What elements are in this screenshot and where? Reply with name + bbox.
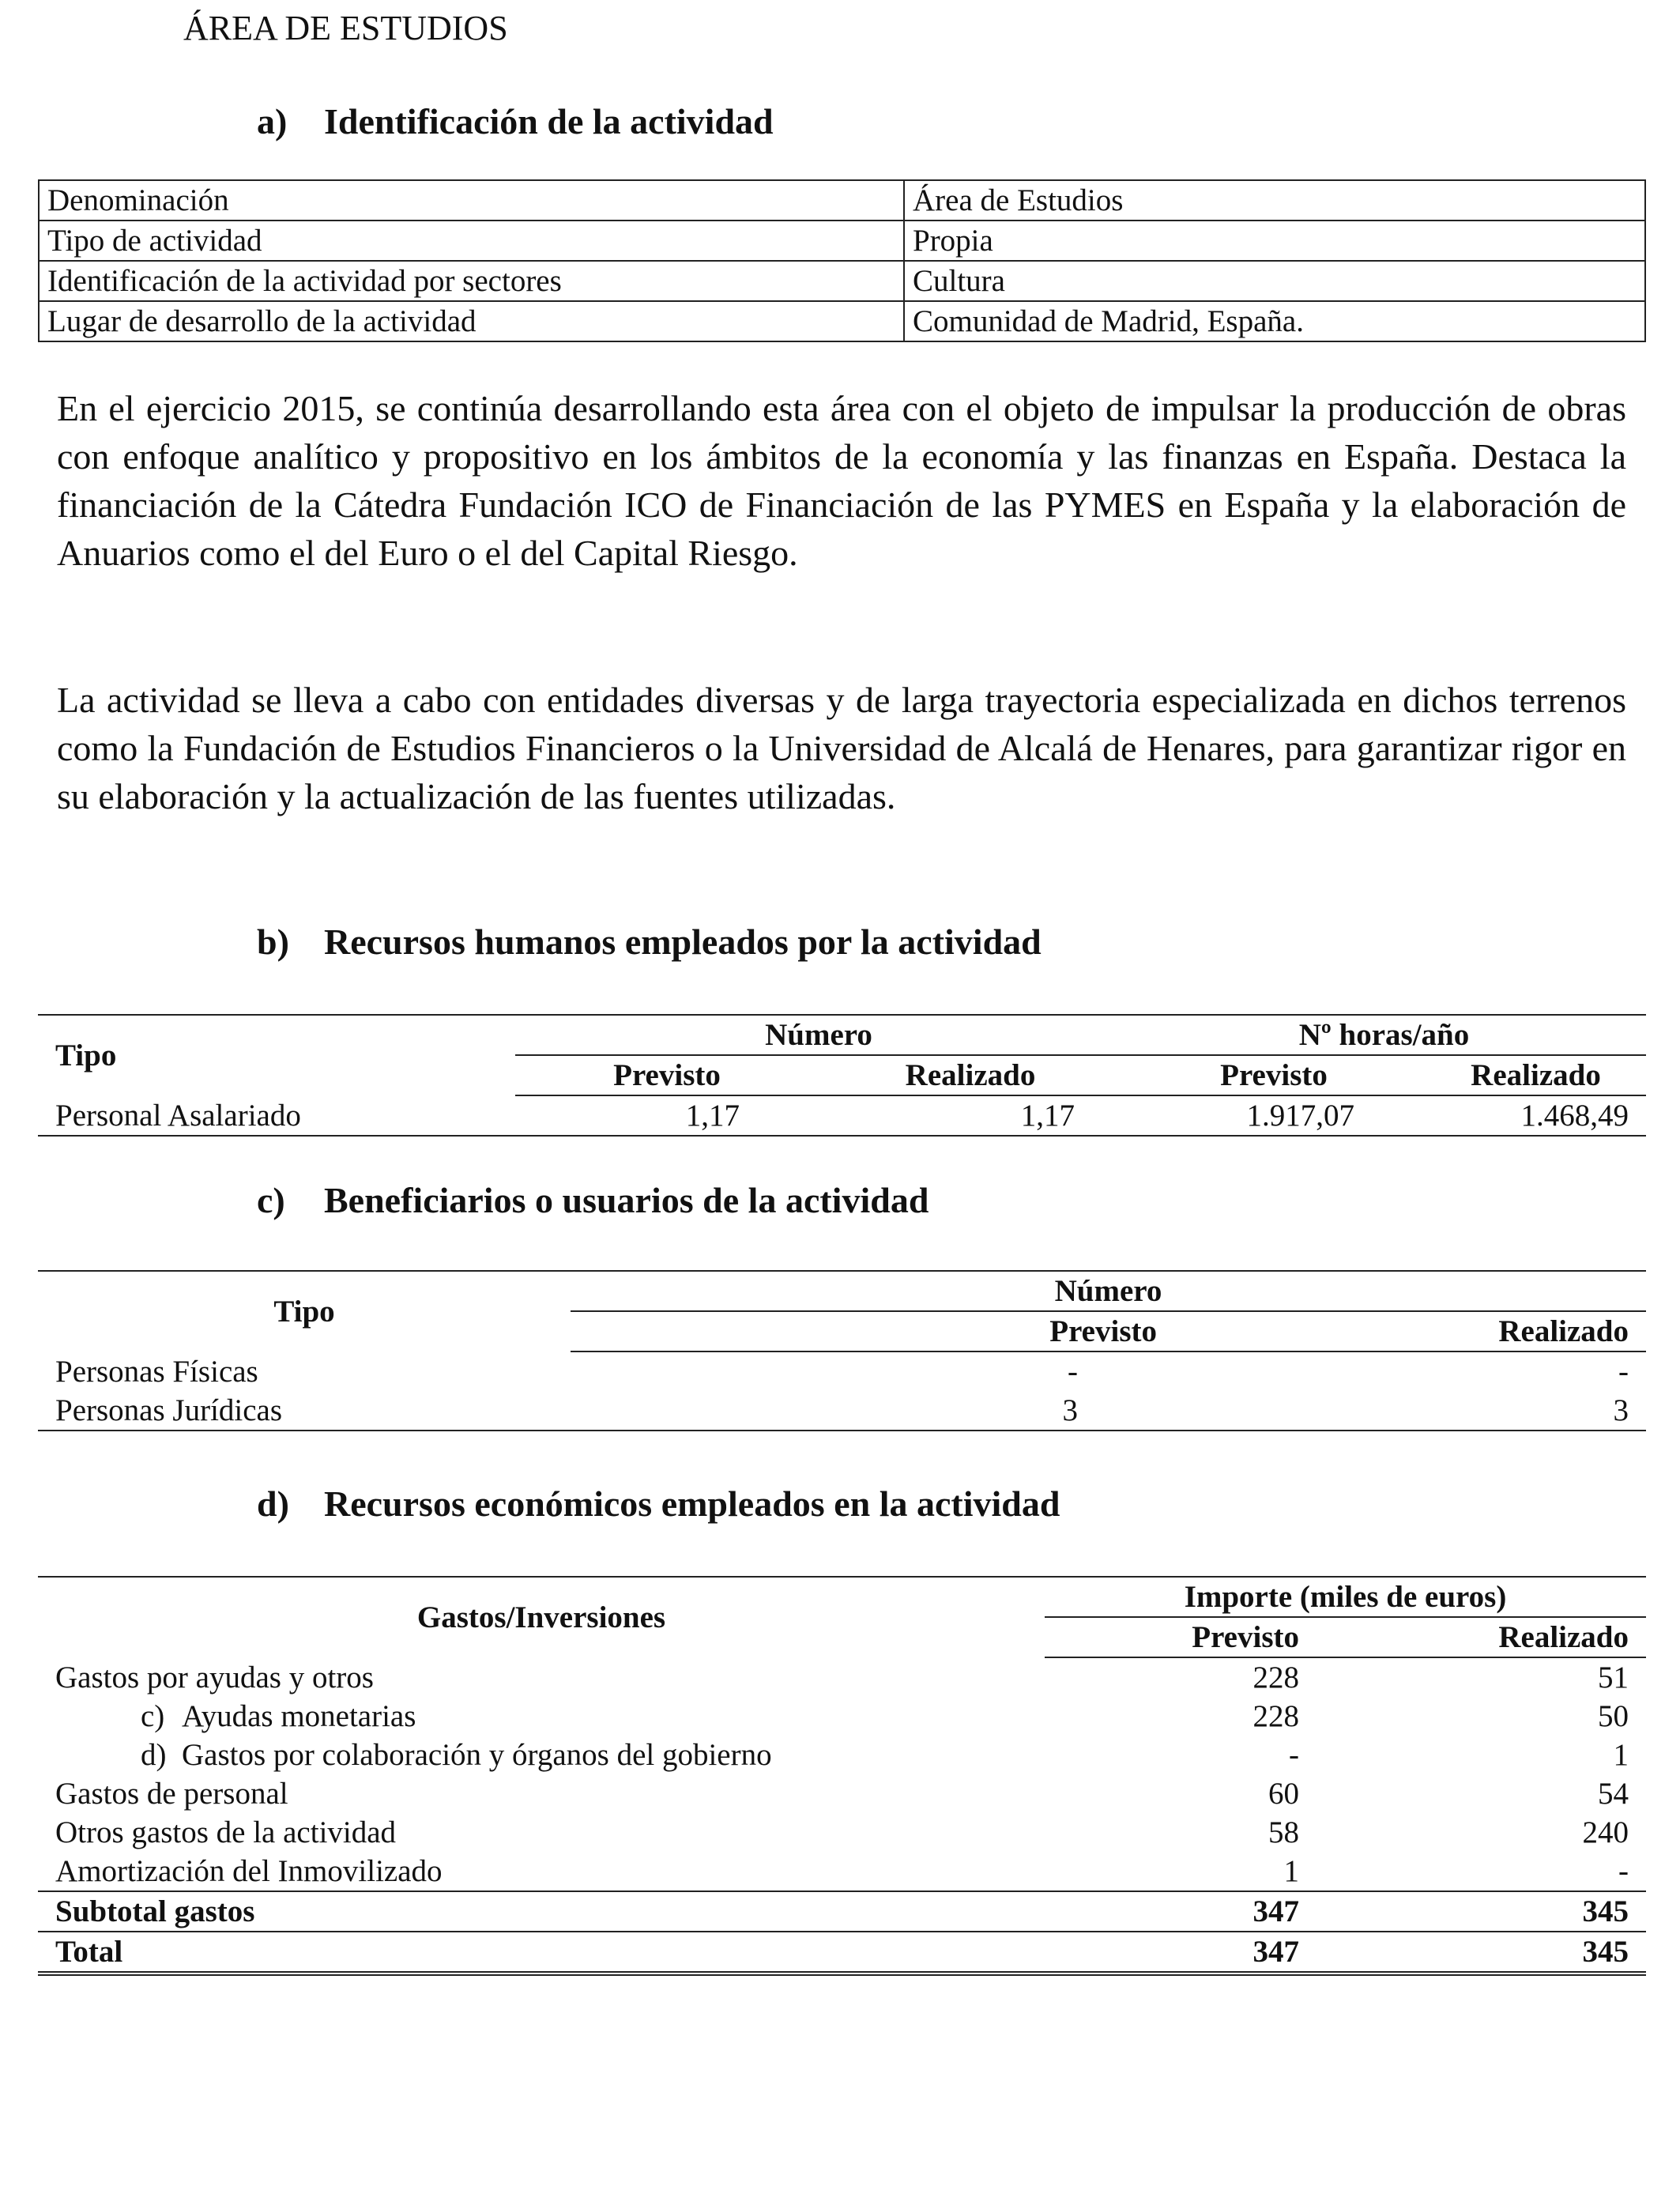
row-realizado: - <box>1618 1355 1629 1389</box>
table-row <box>38 1697 1646 1736</box>
row-tipo: Personal Asalariado <box>38 1095 515 1136</box>
total-label: Total <box>38 1932 1045 1973</box>
row-marker: d) <box>141 1738 167 1772</box>
num-previsto: 1,17 <box>515 1095 819 1136</box>
group-numero-header: Número <box>571 1271 1646 1311</box>
table-row <box>39 221 1645 261</box>
section-b-heading <box>257 918 1042 966</box>
row-previsto: 228 <box>1252 1661 1299 1695</box>
row-realizado: 1 <box>1613 1738 1629 1772</box>
section-title: Identificación de la actividad <box>324 101 774 141</box>
sub-previsto-header: Previsto <box>515 1055 819 1095</box>
ident-value: Cultura <box>904 261 1645 301</box>
sub-realizado-header: Realizado <box>1426 1055 1646 1095</box>
sub-realizado-header: Realizado <box>1268 1311 1646 1351</box>
subtotal-realizado: 345 <box>1317 1891 1646 1932</box>
ident-label: Denominación <box>39 180 904 221</box>
section-letter: b) <box>257 922 289 962</box>
table-row <box>38 1813 1646 1852</box>
ident-label: Lugar de desarrollo de la actividad <box>39 301 904 341</box>
human-resources-table <box>38 1014 1646 1137</box>
table-row <box>38 1391 1646 1431</box>
page-title: ÁREA DE ESTUDIOS <box>183 9 508 47</box>
group-horas-header: Nº horas/año <box>1122 1015 1646 1055</box>
row-previsto: 3 <box>571 1391 1268 1431</box>
sub-previsto-header: Previsto <box>571 1311 1268 1351</box>
col-tipo-header: Tipo <box>38 1271 571 1351</box>
section-c-heading <box>257 1177 929 1224</box>
col-gastos-header: Gastos/Inversiones <box>38 1577 1045 1657</box>
row-label: Otros gastos de la actividad <box>55 1815 397 1849</box>
row-realizado: 54 <box>1598 1777 1629 1811</box>
table-row <box>38 1095 1646 1136</box>
row-tipo: Personas Físicas <box>55 1354 258 1389</box>
beneficiaries-table <box>38 1270 1646 1431</box>
row-realizado: - <box>1317 1852 1646 1891</box>
section-a-heading <box>257 98 774 145</box>
section-title: Beneficiarios o usuarios de la actividad <box>324 1180 929 1220</box>
row-label: Amortización del Inmovilizado <box>38 1852 1045 1891</box>
row-previsto: 60 <box>1268 1777 1299 1811</box>
subtotal-label: Subtotal gastos <box>38 1891 1045 1932</box>
ident-value: Propia <box>904 221 1645 261</box>
row-label: c) Ayudas monetarias <box>38 1697 1045 1736</box>
row-label: d) Gastos por colaboración y órganos del gobierno <box>38 1736 1045 1774</box>
row-label: Gastos de personal <box>55 1777 288 1811</box>
sub-previsto-header: Previsto <box>1122 1055 1426 1095</box>
sub-realizado-header: Realizado <box>1317 1617 1646 1657</box>
total-row <box>38 1932 1646 1973</box>
ident-label: Identificación de la actividad por sectores <box>39 261 904 301</box>
ident-value: Comunidad de Madrid, España. <box>904 301 1645 341</box>
economic-resources-table <box>38 1576 1646 1976</box>
row-realizado: 51 <box>1598 1661 1629 1695</box>
row-previsto: 58 <box>1268 1815 1299 1849</box>
row-realizado: 3 <box>1268 1391 1646 1431</box>
ident-label: Tipo de actividad <box>39 221 904 261</box>
row-marker: c) <box>141 1699 165 1733</box>
table-row <box>39 301 1645 341</box>
horas-realizado: 1.468,49 <box>1426 1095 1646 1136</box>
row-realizado: 50 <box>1598 1699 1629 1733</box>
ident-value: Área de Estudios <box>904 180 1645 221</box>
table-row <box>38 1351 1646 1391</box>
row-previsto: - <box>1289 1738 1299 1772</box>
subtotal-previsto: 347 <box>1045 1891 1317 1932</box>
group-numero-header: Número <box>515 1015 1122 1055</box>
section-title: Recursos humanos empleados por la actividad <box>324 922 1042 962</box>
row-tipo: Personas Jurídicas <box>38 1391 571 1431</box>
num-realizado: 1,17 <box>819 1095 1122 1136</box>
subtotal-row <box>38 1891 1646 1932</box>
col-tipo-header: Tipo <box>38 1015 515 1095</box>
row-previsto: - <box>1068 1355 1078 1389</box>
section-letter: d) <box>257 1483 289 1524</box>
row-previsto: 1 <box>1045 1852 1317 1891</box>
group-importe-header: Importe (miles de euros) <box>1045 1577 1646 1617</box>
identification-table <box>38 179 1646 342</box>
sub-previsto-header: Previsto <box>1045 1617 1317 1657</box>
total-realizado: 345 <box>1317 1932 1646 1973</box>
section-letter: c) <box>257 1180 285 1220</box>
table-row <box>38 1657 1646 1697</box>
row-realizado: 240 <box>1582 1815 1629 1849</box>
row-label: Gastos por ayudas y otros <box>55 1660 374 1695</box>
table-row <box>39 180 1645 221</box>
table-row <box>38 1774 1646 1813</box>
paragraph-intro: En el ejercicio 2015, se continúa desarrollando esta área con el objeto de impulsar la producción de obras con enfoque analítico y propositivo en los ámbitos de la economía y las finanzas en España. Destaca la financiación de la Cátedra Fundación ICO de Financiación de las PYMES en España y la elaboración de Anuarios como el del Euro o el del Capital Riesgo. <box>57 388 1626 573</box>
table-row <box>38 1852 1646 1891</box>
paragraph-entities: La actividad se lleva a cabo con entidades diversas y de larga trayectoria especializada en dichos terrenos como la Fundación de Estudios Financieros o la Universidad de Alcalá de Henares, para garantizar rigor en su elaboración y la actualización de las fuentes utilizadas. <box>57 680 1626 816</box>
section-d-heading <box>257 1480 1060 1528</box>
horas-previsto: 1.917,07 <box>1122 1095 1426 1136</box>
sub-realizado-header: Realizado <box>819 1055 1122 1095</box>
table-row <box>38 1736 1646 1774</box>
section-title: Recursos económicos empleados en la actividad <box>324 1483 1060 1524</box>
row-previsto: 228 <box>1252 1699 1299 1733</box>
table-row <box>39 261 1645 301</box>
total-previsto: 347 <box>1045 1932 1317 1973</box>
section-letter: a) <box>257 101 288 141</box>
